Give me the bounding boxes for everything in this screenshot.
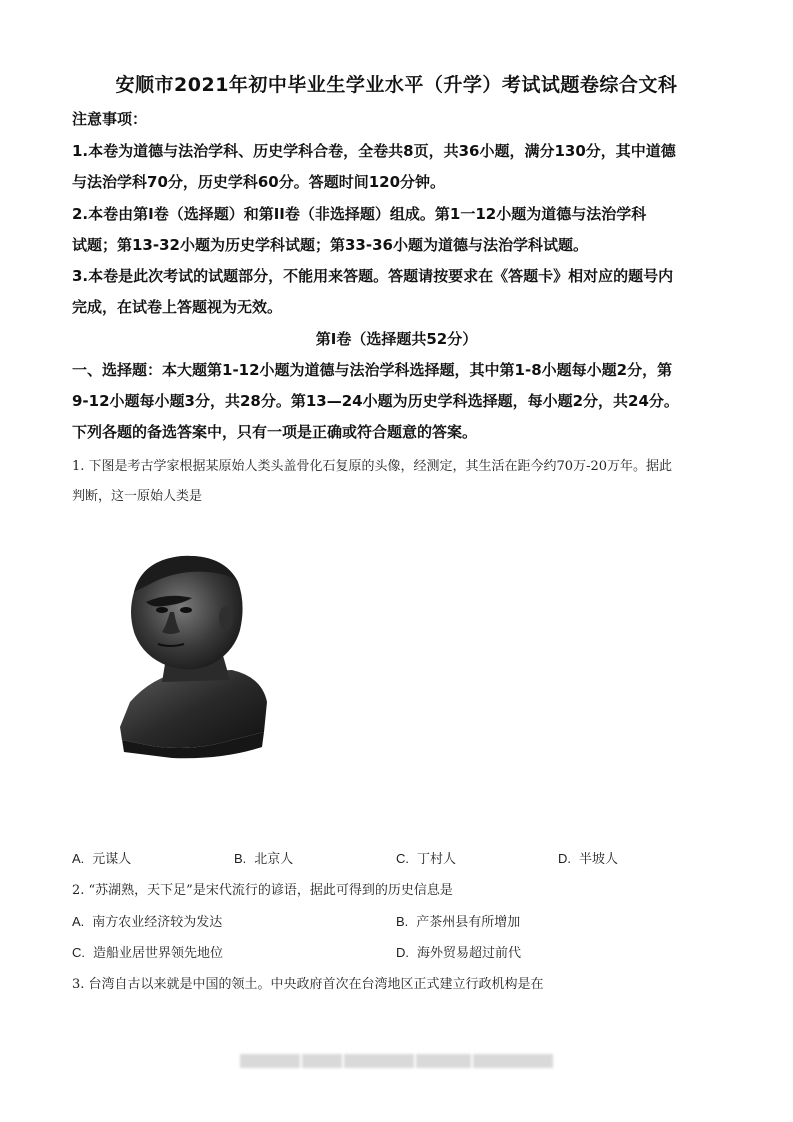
- q2-option-d[interactable]: [396, 942, 521, 961]
- notice-item-3-line-2: 完成，在试卷上答题视为无效。: [72, 298, 283, 316]
- q1-stem-line-2: 判断，这一原始人类是: [72, 489, 203, 504]
- q1-option-d-key: D.: [558, 851, 571, 866]
- q2-option-c-key: C.: [72, 945, 85, 960]
- q2-option-c-text: 造船业居世界领先地位: [93, 946, 224, 961]
- section-1-intro-line-3: 下列各题的备选答案中，只有一项是正确或符合题意的答案。: [72, 423, 478, 441]
- notice-item-1-line-2: 与法治学科70分，历史学科60分。答题时间120分钟。: [72, 173, 446, 191]
- q2-option-a-key: A.: [72, 914, 85, 929]
- q2-option-d-key: D.: [396, 945, 409, 960]
- notice-item-1-line-1: 1.本卷为道德与法治学科、历史学科合卷，全卷共8页，共36小题，满分130分，其中道德: [72, 142, 676, 160]
- q1-option-a-text: 元谋人: [92, 852, 132, 867]
- section-1-intro-line-2: 9-12小题每小题3分，共28分。第13—24小题为历史学科选择题，每小题2分，共24分。: [72, 392, 679, 410]
- q1-stem-line-1: 1. 下图是考古学家根据某原始人类头盖骨化石复原的头像，经测定，其生活在距今约70万-20万年。据此: [72, 459, 673, 474]
- q2-option-c[interactable]: [72, 942, 223, 961]
- q3-stem: 3. 台湾自古以来就是中国的领土。中央政府首次在台湾地区正式建立行政机构是在: [72, 977, 544, 992]
- notice-heading: 注意事项：: [72, 110, 148, 128]
- hominid-bust-image: [112, 552, 272, 764]
- notice-item-2-line-1: 2.本卷由第I卷（选择题）和第II卷（非选择题）组成。第1一12小题为道德与法治学科: [72, 205, 647, 223]
- exam-title: 安顺市2021年初中毕业生学业水平（升学）考试试题卷综合文科: [115, 74, 678, 96]
- q2-stem: 2. “苏湖熟，天下足”是宋代流行的谚语，据此可得到的历史信息是: [72, 883, 453, 898]
- q1-option-d-text: 半坡人: [579, 852, 619, 867]
- notice-item-3-line-1: 3.本卷是此次考试的试题部分，不能用来答题。答题请按要求在《答题卡》相对应的题号内: [72, 267, 674, 285]
- q1-option-b-key: B.: [234, 851, 247, 866]
- q1-option-a[interactable]: [72, 848, 131, 867]
- blurred-footer-watermark: [240, 1054, 555, 1068]
- section-1-intro-line-1: 一、选择题：本大题第1-12小题为道德与法治学科选择题，其中第1-8小题每小题2分，第: [72, 361, 673, 379]
- q2-option-b[interactable]: [396, 911, 520, 930]
- q1-option-b-text: 北京人: [254, 852, 294, 867]
- q1-option-c[interactable]: [396, 848, 456, 867]
- q2-option-d-text: 海外贸易超过前代: [417, 946, 522, 961]
- q2-option-b-key: B.: [396, 914, 409, 929]
- q2-option-a[interactable]: [72, 911, 222, 930]
- q1-option-d[interactable]: [558, 848, 618, 867]
- q2-option-a-text: 南方农业经济较为发达: [92, 915, 223, 930]
- q1-option-c-key: C.: [396, 851, 409, 866]
- q1-option-a-key: A.: [72, 851, 85, 866]
- q1-option-b[interactable]: [234, 848, 293, 867]
- q2-option-b-text: 产茶州县有所增加: [416, 915, 521, 930]
- notice-item-2-line-2: 试题；第13-32小题为历史学科试题；第33-36小题为道德与法治学科试题。: [72, 236, 588, 254]
- q1-option-c-text: 丁村人: [417, 852, 457, 867]
- section-1-title: 第I卷（选择题共52分）: [315, 330, 478, 348]
